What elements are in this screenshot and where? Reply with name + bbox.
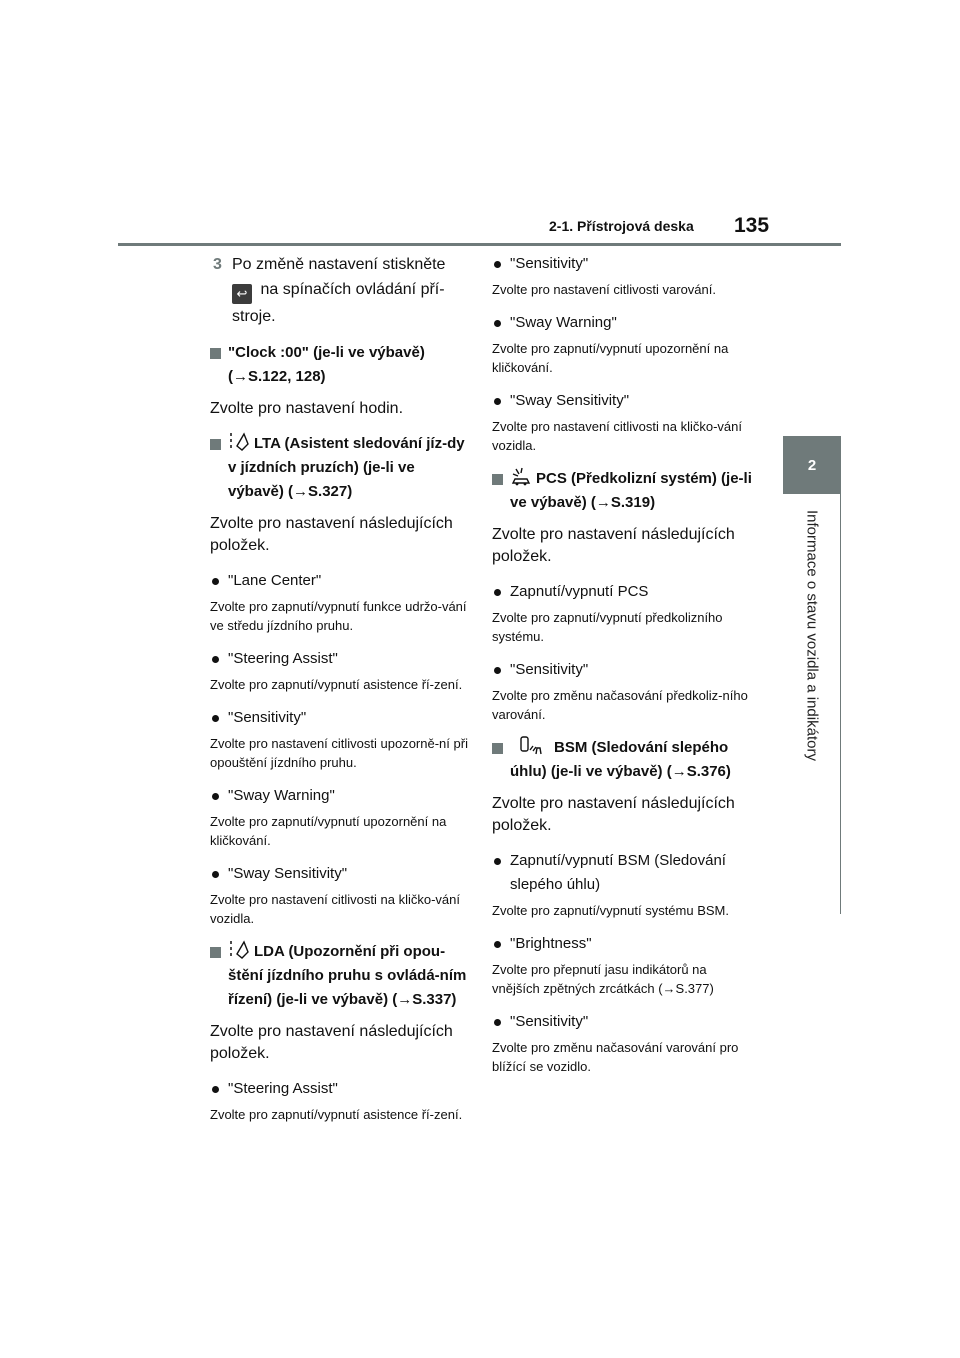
bullet-icon xyxy=(494,398,501,405)
list-item: "Sensitivity" xyxy=(210,706,470,730)
lda-heading: LDA (Upozornění při opou-štění jízdního pruhu s ovládá-ním řízení) (je-li ve výbavě) (→S.337) xyxy=(210,940,470,1012)
section-marker xyxy=(210,348,221,359)
item-desc: Zvolte pro nastavení citlivosti varování. xyxy=(492,282,716,297)
list-item: "Steering Assist" xyxy=(210,1077,470,1101)
bullet-icon xyxy=(212,715,219,722)
list-item: "Sway Sensitivity" xyxy=(492,389,754,413)
item-desc: Zvolte pro zapnutí/vypnutí upozornění na kličkování. xyxy=(492,341,729,375)
bullet-icon xyxy=(494,667,501,674)
bullet-icon xyxy=(494,1019,501,1026)
bullet-icon xyxy=(212,656,219,663)
item-desc: Zvolte pro zapnutí/vypnutí předkolizního systému. xyxy=(492,610,723,644)
item-desc: Zvolte pro přepnutí jasu indikátorů na vnějších zpětných zrcátkách (→S.377) xyxy=(492,962,714,996)
item-desc: Zvolte pro nastavení citlivosti na kličko-vání vozidla. xyxy=(210,892,460,926)
pre-collision-icon xyxy=(510,467,532,487)
clock-para: Zvolte pro nastavení hodin. xyxy=(210,400,404,417)
step-number: 3 xyxy=(213,256,222,273)
item-desc: Zvolte pro zapnutí/vypnutí upozornění na kličkování. xyxy=(210,814,447,848)
step-text-before: Po změně nastavení stiskněte xyxy=(232,256,446,273)
list-item: Zapnutí/vypnutí PCS xyxy=(492,580,754,604)
item-desc: Zvolte pro zapnutí/vypnutí asistence ří-zení. xyxy=(210,1107,463,1122)
item-desc: Zvolte pro zapnutí/vypnutí funkce udržo-vání ve středu jízdního pruhu. xyxy=(210,599,467,633)
bullet-icon xyxy=(212,793,219,800)
bullet-icon xyxy=(494,320,501,327)
item-desc: Zvolte pro nastavení citlivosti na kličko-vání vozidla. xyxy=(492,419,742,453)
chapter-title: Informace o stavu vozidla a indikátory xyxy=(803,510,821,761)
chapter-tab: 2 xyxy=(783,436,841,494)
list-item: "Sway Warning" xyxy=(210,784,470,808)
list-item: Zapnutí/vypnutí BSM (Sledování slepého úhlu) xyxy=(492,849,754,897)
pcs-para: Zvolte pro nastavení následujících položek. xyxy=(492,526,735,565)
list-item: "Sensitivity" xyxy=(492,252,754,276)
item-desc: Zvolte pro zapnutí/vypnutí systému BSM. xyxy=(492,903,729,918)
back-arrow-icon: ↩ xyxy=(232,284,252,304)
blind-spot-icon xyxy=(510,736,550,756)
bullet-icon xyxy=(494,261,501,268)
page-number: 135 xyxy=(734,214,770,237)
lta-para: Zvolte pro nastavení následujících položek. xyxy=(210,515,453,554)
left-column xyxy=(210,252,470,1136)
list-item: "Brightness" xyxy=(492,932,754,956)
lda-para: Zvolte pro nastavení následujících položek. xyxy=(210,1023,453,1062)
step-3 xyxy=(210,252,470,329)
bullet-icon xyxy=(494,589,501,596)
step-text-after: na spínačích ovládání pří-stroje. xyxy=(232,281,445,325)
item-desc: Zvolte pro změnu načasování varování pro blížící se vozidlo. xyxy=(492,1040,739,1074)
bullet-icon xyxy=(212,578,219,585)
list-item: "Sensitivity" xyxy=(492,658,754,682)
item-desc: Zvolte pro změnu načasování předkoliz-ního varování. xyxy=(492,688,748,722)
bsm-heading: BSM (Sledování slepého úhlu) (je-li ve výbavě) (→S.376) xyxy=(492,736,754,784)
lane-assist-icon xyxy=(228,432,250,452)
lane-departure-icon xyxy=(228,940,250,960)
bsm-para: Zvolte pro nastavení následujících položek. xyxy=(492,795,735,834)
bullet-icon xyxy=(212,871,219,878)
bullet-icon xyxy=(494,941,501,948)
section-marker xyxy=(492,743,503,754)
header-section: 2-1. Přístrojová deska xyxy=(549,218,694,234)
bullet-icon xyxy=(212,1086,219,1093)
list-item: "Steering Assist" xyxy=(210,647,470,671)
list-item: "Sway Sensitivity" xyxy=(210,862,470,886)
right-column xyxy=(492,252,754,1088)
section-marker xyxy=(210,947,221,958)
item-desc: Zvolte pro zapnutí/vypnutí asistence ří-zení. xyxy=(210,677,463,692)
list-item: "Lane Center" xyxy=(210,569,470,593)
pcs-heading: PCS (Předkolizní systém) (je-li ve výbavě) (→S.319) xyxy=(492,467,754,515)
section-marker xyxy=(210,439,221,450)
list-item: "Sensitivity" xyxy=(492,1010,754,1034)
header-rule xyxy=(118,243,841,246)
lta-heading: LTA (Asistent sledování jíz-dy v jízdních pruzích) (je-li ve výbavě) (→S.327) xyxy=(210,432,470,504)
list-item: "Sway Warning" xyxy=(492,311,754,335)
clock-heading: "Clock :00" (je-li ve výbavě) (→S.122, 128) xyxy=(210,341,470,389)
item-desc: Zvolte pro nastavení citlivosti upozorně-ní při opouštění jízdního pruhu. xyxy=(210,736,468,770)
bullet-icon xyxy=(494,858,501,865)
section-marker xyxy=(492,474,503,485)
